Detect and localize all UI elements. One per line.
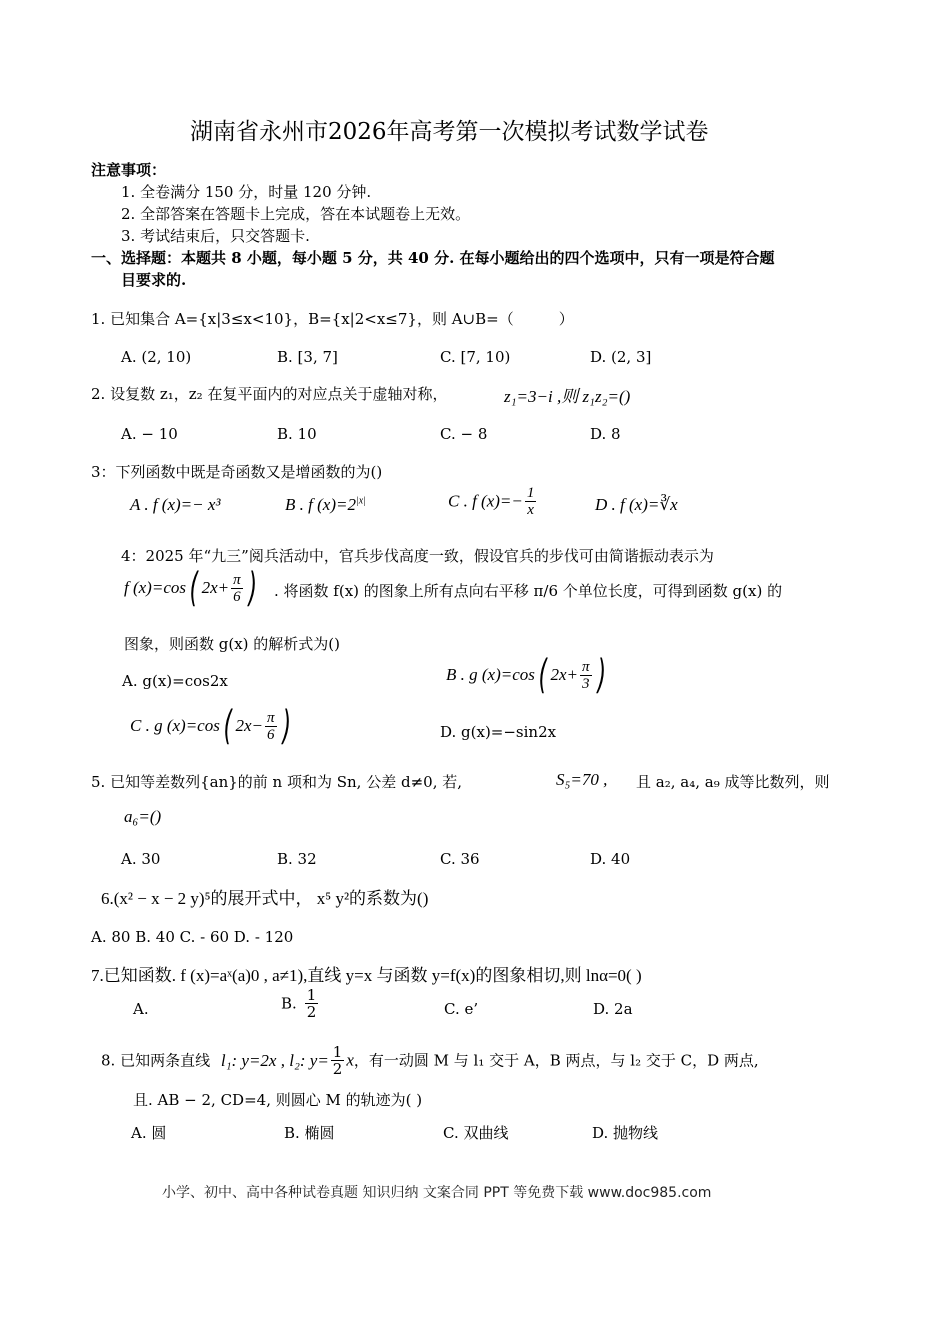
question-3-option-a: A . f (x)=− x³ <box>130 495 221 514</box>
question-2-option-d: D. 8 <box>590 425 621 443</box>
question-4-formula: f (x)=cos( 2x+ $\frac{\pi}{6}$ ) <box>124 565 257 611</box>
question-5-option-b: B. 32 <box>277 850 317 868</box>
question-3-option-b: B . f $(x)=2^{|x|}$ <box>285 495 366 514</box>
question-7-option-d: D. 2a <box>593 1000 633 1018</box>
question-3-option-c: C . f (x)=− $\frac{1}{x}$ <box>448 485 535 518</box>
question-4-option-c: C . g (x)=cos( 2x− $\frac{\pi}{6}$ ) <box>130 703 291 749</box>
question-8-option-d: D. 抛物线 <box>592 1124 659 1142</box>
question-4-option-a: A. g(x)=cos2x <box>122 672 228 690</box>
question-5-math: S₅=70 , <box>556 770 608 789</box>
question-2-math: z₁=3−i ,则 z₁z₂=() <box>504 387 631 406</box>
question-6-stem: 6.(x² − x − 2 y)⁵的展开式中， x⁵ y²的系数为() <box>101 889 429 908</box>
question-7-option-c: C. e’ <box>444 1000 479 1018</box>
question-2-stem: 2. 设复数 z₁，z₂ 在复平面内的对应点关于虚轴对称， <box>91 385 448 403</box>
question-1-stem: 1. 已知集合 A={x|3≤x<10}，B={x|2<x≤7}，则 A∪B=（ ） <box>91 310 574 328</box>
section-heading-line1: 一、选择题：本题共 8 小题，每小题 5 分，共 40 分. 在每小题给出的四个选项中，只有一项是符合题 <box>91 249 775 267</box>
question-8-stem: 8. 已知两条直线 l₁: y=2x , l₂: y= $\frac{1}{2}$ x，有一动圆 M 与 l₁ 交于 A，B 两点，与 l₂ 交于 C，D 两点, <box>101 1043 759 1078</box>
section-heading-line2: 目要求的. <box>121 271 187 289</box>
question-7-option-b: B. $\frac{1}{2}$ <box>281 986 317 1021</box>
question-5-option-d: D. 40 <box>590 850 631 868</box>
question-5-line1: 5. 已知等差数列{an}的前 n 项和为 Sn, 公差 d≠0, 若, <box>91 773 462 791</box>
question-5-option-c: C. 36 <box>440 850 480 868</box>
question-7-option-a: A. <box>133 1000 149 1018</box>
notice-heading: 注意事项： <box>91 161 167 179</box>
question-8-line2: 且. AB − 2, CD=4, 则圆心 M 的轨迹为( ) <box>133 1091 423 1109</box>
question-4-option-b: B . g (x)=cos( 2x+ $\frac{\pi}{3}$ ) <box>446 652 606 698</box>
question-8-option-c: C. 双曲线 <box>443 1124 509 1142</box>
question-2-option-c: C. − 8 <box>440 425 488 443</box>
page-title: 湖南省永州市2026年高考第一次模拟考试数学试卷 <box>190 119 709 145</box>
question-8-option-a: A. 圆 <box>131 1124 167 1142</box>
question-7-stem: 7.已知函数. f (x)=aˣ(a)0 , a≠1),直线 y=x 与函数 y=f(x)的图象相切,则 lnα=0( ) <box>91 966 642 985</box>
question-6-options: A. 80 B. 40 C. - 60 D. - 120 <box>91 928 294 946</box>
question-1-option-c: C. [7, 10) <box>440 348 511 366</box>
question-3-stem: 3：下列函数中既是奇函数又是增函数的为() <box>91 463 383 481</box>
question-1-option-a: A. (2, 10) <box>121 348 192 366</box>
notice-item-2: 2. 全部答案在答题卡上完成，答在本试题卷上无效。 <box>121 205 471 223</box>
footer-text: 小学、初中、高中各种试卷真题 知识归纳 文案合同 PPT 等免费下载 www.doc985.com <box>162 1185 712 1201</box>
question-2-option-a: A. − 10 <box>121 425 178 443</box>
question-5-line2: a₆=() <box>124 807 162 826</box>
question-4-line2-text: . 将函数 f(x) 的图象上所有点向右平移 π/6 个单位长度，可得到函数 g(x) 的 <box>274 582 783 600</box>
question-5-line1-rest: 且 a₂, a₄, a₉ 成等比数列，则 <box>636 773 830 791</box>
question-4-line3: 图象，则函数 g(x) 的解析式为() <box>124 635 341 653</box>
question-8-option-b: B. 椭圆 <box>284 1124 335 1142</box>
notice-item-3: 3. 考试结束后，只交答题卡. <box>121 227 310 245</box>
question-4-line1: 4：2025 年“九三”阅兵活动中，官兵步伐高度一致，假设官兵的步伐可由简谐振动表示为 <box>121 547 714 565</box>
notice-item-1: 1. 全卷满分 150 分，时量 120 分钟. <box>121 183 372 201</box>
question-3-option-d: D . f (x)=∛x <box>595 495 678 514</box>
question-4-option-d: D. g(x)=−sin2x <box>440 723 557 741</box>
question-2-option-b: B. 10 <box>277 425 317 443</box>
question-1-option-d: D. (2, 3] <box>590 348 652 366</box>
question-1-option-b: B. [3, 7] <box>277 348 338 366</box>
question-5-option-a: A. 30 <box>121 850 161 868</box>
